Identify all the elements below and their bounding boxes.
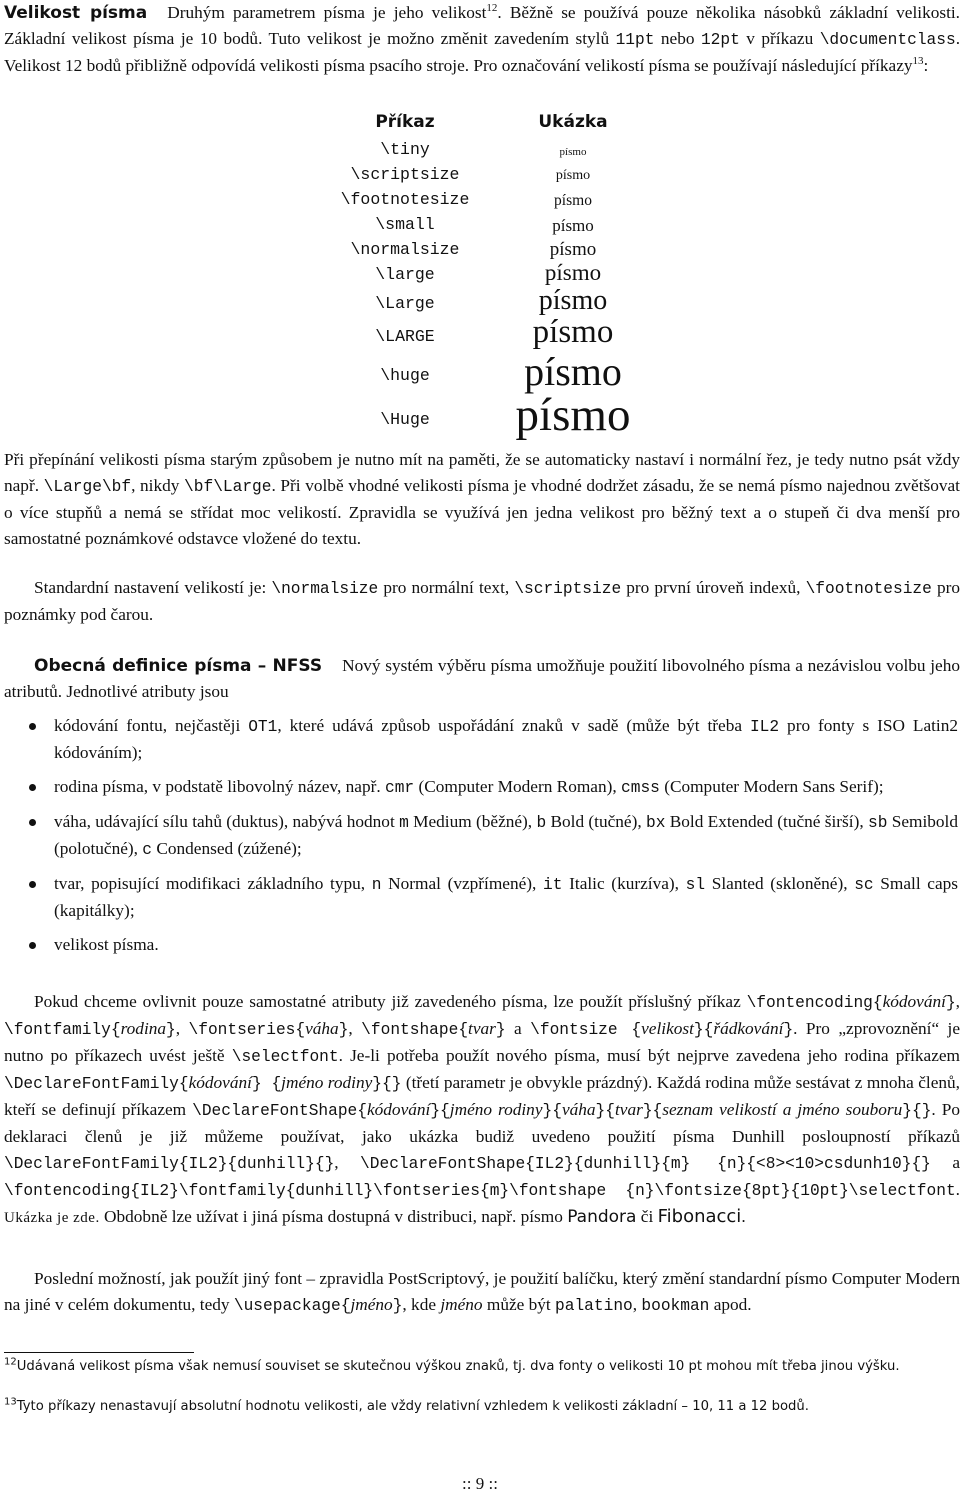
- italic-text: velikost: [641, 1019, 694, 1038]
- code: cmss: [621, 779, 660, 797]
- fibonacci-sample: Fibonacci: [657, 1206, 742, 1227]
- text: Italic (kurzíva),: [562, 874, 686, 893]
- code: \DeclareFontShape{: [192, 1102, 367, 1120]
- text: Pokud chceme ovlivnit pouze samostatné atributy již zavedeného písma, lze použít příslušný příkaz: [34, 992, 747, 1011]
- size-sample: písmo: [559, 146, 587, 158]
- size-command: \large: [375, 265, 435, 284]
- code: \fontfamily{: [4, 1021, 121, 1039]
- size-command: \Huge: [380, 410, 430, 429]
- code: \scriptsize: [514, 580, 622, 598]
- list-item: [4, 713, 958, 766]
- code: \fontencoding{: [746, 994, 883, 1012]
- size-sample: písmo: [524, 349, 622, 394]
- table-row: [300, 314, 700, 367]
- code: bookman: [641, 1297, 710, 1315]
- italic-text: váha: [561, 1100, 596, 1119]
- code: \normalsize: [271, 580, 379, 598]
- footnote-number: 13: [4, 1396, 17, 1408]
- code: \Large\bf: [43, 478, 132, 496]
- size-sample: písmo: [554, 192, 592, 209]
- code: }{: [642, 1102, 663, 1120]
- size-sample: písmo: [544, 260, 602, 285]
- code: }{: [542, 1102, 562, 1120]
- list-item: [4, 809, 958, 863]
- size-command: \tiny: [380, 140, 430, 159]
- text: (Computer Modern Sans Serif);: [659, 777, 884, 796]
- paragraph-nfss: [4, 653, 960, 705]
- bullet-icon: [29, 723, 36, 730]
- text: Při přepínání velikosti písma starým způsobem je nutno mít na paměti, že se automaticky nastaví i normální řez, je tedy nutno psát vždy např.: [4, 450, 960, 495]
- code: }{: [693, 1021, 714, 1039]
- text: Nový systém výběru písma umožňuje použití libovolného písma a nezávislou volbu jeho atributů. Jednotlivé atributy jsou: [4, 656, 960, 701]
- section-heading-font-size: Velikost písma: [4, 3, 148, 23]
- footnote-number: 12: [4, 1356, 17, 1368]
- text: , nikdy: [131, 476, 185, 495]
- text: váha, udávající sílu tahů (duktus), nabývá hodnot: [54, 812, 400, 831]
- text: .: [955, 1180, 960, 1199]
- size-sample: písmo: [555, 168, 591, 183]
- text: ,: [632, 1295, 642, 1314]
- text: Obdobně lze užívat i jiná písma dostupná v distribuci, např. písmo: [99, 1207, 568, 1226]
- size-command: \normalsize: [350, 240, 460, 259]
- code: c: [142, 841, 153, 859]
- bullet-icon: [29, 819, 36, 826]
- size-command: \LARGE: [375, 327, 435, 346]
- code: sl: [685, 876, 706, 894]
- code: }{: [430, 1102, 450, 1120]
- italic-text: kódování: [882, 992, 946, 1011]
- table-row: [300, 389, 700, 450]
- pandora-sample: Pandora: [567, 1207, 637, 1227]
- italic-text: tvar: [614, 1100, 643, 1119]
- footnote-rule: [4, 1352, 194, 1353]
- code: }: [166, 1021, 176, 1039]
- footnote-ref-12[interactable]: 12: [486, 2, 498, 15]
- code: OT1: [248, 718, 278, 736]
- italic-text: řádkování: [713, 1019, 784, 1038]
- text: nebo: [654, 29, 701, 48]
- code: \fontshape{: [361, 1021, 469, 1039]
- column-header-command: Příkaz: [375, 112, 435, 132]
- size-sample: písmo: [515, 389, 631, 441]
- text: . Po deklaraci členů je již můžeme používat, jako ukázka budiž uvedeno použití písma Dunhill posloupností příkazů: [4, 1100, 960, 1146]
- text: Bold (tučné),: [546, 812, 646, 831]
- code: palatino: [555, 1297, 633, 1315]
- size-command: \scriptsize: [350, 165, 460, 184]
- code: \DeclareFontFamily{: [4, 1075, 189, 1093]
- page-number: :: 9 ::: [462, 1474, 498, 1493]
- text: Small caps (kapitálky);: [54, 874, 958, 920]
- text: může být: [482, 1295, 556, 1314]
- text: pro fonty s ISO Latin2 kódováním);: [54, 716, 959, 762]
- size-command: \footnotesize: [340, 190, 470, 209]
- code: }: [783, 1021, 794, 1039]
- footnote-13: [4, 1397, 958, 1416]
- text: . Běžně se používá pouze několika násobků základní velikosti. Základní velikost písma je 10 bodů. Tuto velikost je možno změnit zavedením stylů: [4, 3, 960, 48]
- column-header-sample: Ukázka: [538, 112, 608, 132]
- text: pro poznámky pod čarou.: [4, 578, 960, 624]
- text: Druhým parametrem písma je jeho velikost: [167, 3, 487, 22]
- text: Medium (běžné),: [408, 812, 537, 831]
- italic-text: seznam velikostí a jméno souboru: [662, 1100, 903, 1119]
- text: Standardní nastavení velikostí je:: [34, 578, 272, 597]
- footnote-text: Udávaná velikost písma však nemusí souviset se skutečnou výškou znaků, tj. dva fonty o velikosti 10 pt mohou mít třeba jinou výšku.: [16, 1359, 900, 1374]
- text: tvar, popisující modifikaci základního typu,: [54, 874, 372, 893]
- text: velikost písma.: [54, 935, 159, 954]
- bullet-icon: [29, 942, 36, 949]
- size-sample: písmo: [552, 216, 594, 235]
- text: (třetí parametr je obvykle prázdný). Každá rodina může sestávat z mnoha členů, kteří se definují příkazem: [4, 1073, 960, 1119]
- text: apod.: [709, 1295, 752, 1314]
- text: pro první úroveň indexů,: [621, 578, 806, 597]
- code: m: [399, 814, 409, 832]
- code: }: [338, 1021, 349, 1039]
- text: ,: [334, 1153, 361, 1172]
- text: Normal (vzpřímené),: [381, 874, 544, 893]
- italic-text: kódování: [188, 1073, 252, 1092]
- bullet-icon: [29, 881, 36, 888]
- text: , kde: [402, 1295, 441, 1314]
- text: v příkazu: [739, 29, 820, 48]
- text: . Pro „zprovoznění“ je nutno po příkazech uvést ještě: [4, 1019, 960, 1065]
- code: bx: [646, 814, 666, 832]
- bullet-icon: [29, 784, 36, 791]
- text: ,: [955, 992, 960, 1011]
- text: . Je-li potřeba použít nového písma, musí být nejprve zavedena jeho rodina příkazem: [338, 1046, 960, 1065]
- text: . Velikost 12 bodů přibližně odpovídá velikosti písma psacího stroje. Pro označování velikostí písma se používají následující příkazy: [4, 29, 960, 75]
- code: }: [945, 994, 956, 1012]
- text: či: [636, 1207, 658, 1226]
- section-heading-nfss: Obecná definice písma – NFSS: [34, 656, 323, 676]
- text: , které udává způsob uspořádání znaků v sadě (může být třeba: [277, 716, 750, 735]
- list-item: [4, 774, 958, 801]
- text: ,: [175, 1019, 189, 1038]
- text: ,: [348, 1019, 362, 1038]
- code: }: [495, 1021, 506, 1039]
- italic-text: kódování: [366, 1100, 431, 1119]
- code: sc: [854, 876, 874, 894]
- text: a: [505, 1019, 531, 1038]
- text: Poslední možností, jak použít jiný font – zpravidla PostScriptový, je použití balíčku, který změní standardní písmo Computer Modern na jiné v celém dokumentu, tedy: [4, 1269, 960, 1314]
- italic-text: jméno: [350, 1295, 393, 1314]
- paragraph-standard-sizes: [4, 575, 960, 628]
- italic-text: jméno: [440, 1295, 483, 1314]
- italic-text: váha: [305, 1019, 339, 1038]
- size-command: \Large: [375, 294, 435, 313]
- italic-text: rodina: [120, 1019, 167, 1038]
- code: }{}: [372, 1075, 402, 1093]
- list-item: [4, 932, 958, 958]
- paragraph-usepackage: [4, 1266, 960, 1319]
- list-item: [4, 871, 958, 924]
- attribute-list: [4, 713, 958, 966]
- text: kódování fontu, nejčastěji: [54, 716, 249, 735]
- table-row: [300, 349, 700, 406]
- paragraph-font-commands: [4, 989, 960, 1231]
- code: \fontseries{: [188, 1021, 306, 1039]
- text: pro normální text,: [378, 578, 515, 597]
- italic-text: tvar: [468, 1019, 496, 1038]
- code: \usepackage{: [233, 1297, 351, 1315]
- code: IL2: [749, 718, 780, 736]
- text: .: [741, 1207, 746, 1226]
- text: . Při volbě vhodné velikosti písma je vhodné dodržet zásadu, že se nemá písmo najednou zvětšovat o více stupňů a nemá se střídat moc velikostí. Zpravidla se využívá jen jedna velikost pro běžný text a o stupeň či dva menší pro samostatné poznámkové odstavce vložené do textu.: [4, 476, 960, 548]
- footnote-12: [4, 1357, 958, 1376]
- text: Bold Extended (tučné širší),: [665, 812, 868, 831]
- code: }{: [595, 1102, 615, 1120]
- code: \fontsize {: [530, 1021, 642, 1039]
- text: (Computer Modern Roman),: [414, 777, 622, 796]
- code: \DeclareFontShape{IL2}{dunhill}{m} {n}{<8><10>csdunh10}{}: [360, 1155, 931, 1173]
- size-sample: písmo: [538, 285, 608, 316]
- code: \selectfont: [231, 1048, 339, 1066]
- code: b: [536, 814, 547, 832]
- code: }{}: [902, 1102, 932, 1120]
- code: \bf\Large: [184, 478, 272, 496]
- code: it: [543, 876, 563, 894]
- italic-text: jméno rodiny: [449, 1100, 543, 1119]
- size-command: \huge: [380, 366, 430, 385]
- code: 12pt: [700, 31, 740, 49]
- italic-text: jméno rodiny: [281, 1073, 373, 1092]
- code: \footnotesize: [805, 580, 932, 598]
- text: :: [923, 56, 929, 75]
- size-sample: písmo: [532, 314, 614, 350]
- code: \fontencoding{IL2}\fontfamily{dunhill}\fontseries{m}\fontshape {n}\fontsize{8pt}{10pt}\selectfont: [4, 1182, 956, 1200]
- size-command: \small: [375, 215, 435, 234]
- code: cmr: [384, 779, 415, 797]
- footnote-ref-13[interactable]: 13: [912, 55, 924, 68]
- code: } {: [251, 1075, 282, 1093]
- dunhill-sample: Ukázka je zde.: [4, 1210, 100, 1226]
- footnote-text: Tyto příkazy nenastavují absolutní hodnotu velikosti, ale vždy relativní vzhledem k velikosti základní – 10, 11 a 12 bodů.: [16, 1399, 809, 1414]
- text: Slanted (skloněné),: [705, 874, 855, 893]
- code: n: [371, 876, 382, 894]
- text: Semibold (polotučné),: [54, 812, 958, 858]
- code: \DeclareFontFamily{IL2}{dunhill}{}: [4, 1155, 335, 1173]
- text: rodina písma, v podstatě libovolný název, např.: [54, 777, 385, 796]
- code: \documentclass: [819, 31, 956, 49]
- size-sample: písmo: [549, 239, 597, 260]
- code: }: [392, 1297, 403, 1315]
- code: 11pt: [615, 31, 655, 49]
- code: sb: [867, 814, 888, 832]
- paragraph-font-size-intro: [4, 0, 960, 79]
- text: Condensed (zúžené);: [152, 839, 302, 858]
- paragraph-size-switching: [4, 447, 960, 552]
- text: a: [930, 1153, 960, 1172]
